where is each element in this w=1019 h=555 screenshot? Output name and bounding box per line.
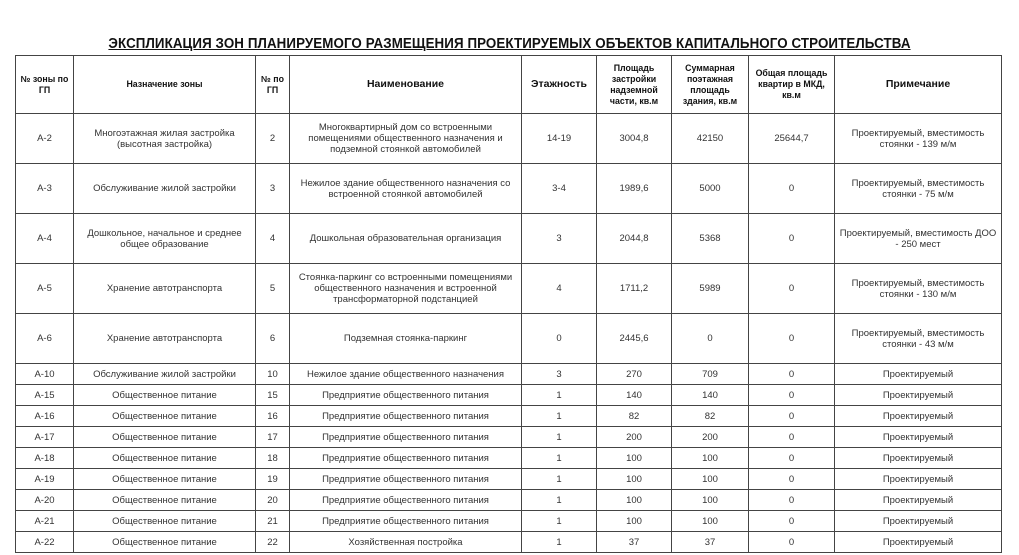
cell-gp-number: 10 bbox=[256, 364, 290, 385]
cell-zone-purpose: Общественное питание bbox=[74, 448, 256, 469]
cell-zone-purpose: Хранение автотранспорта bbox=[74, 264, 256, 314]
cell-note: Проектируемый bbox=[835, 490, 1002, 511]
cell-name: Многоквартирный дом со встроенными помещениями общественного назначения и подземной стоянкой автомобилей bbox=[290, 114, 522, 164]
cell-total-floor-area: 100 bbox=[672, 490, 749, 511]
cell-building-area: 82 bbox=[597, 406, 672, 427]
cell-floors: 1 bbox=[522, 490, 597, 511]
cell-zone-number: А-20 bbox=[16, 490, 74, 511]
header-apartment-area: Общая площадь квартир в МКД, кв.м bbox=[749, 56, 835, 114]
header-note: Примечание bbox=[835, 56, 1002, 114]
cell-floors: 1 bbox=[522, 532, 597, 553]
cell-apartment-area: 0 bbox=[749, 385, 835, 406]
cell-zone-purpose: Хранение автотранспорта bbox=[74, 314, 256, 364]
cell-zone-purpose: Общественное питание bbox=[74, 385, 256, 406]
cell-floors: 1 bbox=[522, 511, 597, 532]
cell-zone-number: А-22 bbox=[16, 532, 74, 553]
cell-zone-purpose: Общественное питание bbox=[74, 532, 256, 553]
cell-building-area: 100 bbox=[597, 448, 672, 469]
cell-name: Предприятие общественного питания bbox=[290, 385, 522, 406]
cell-gp-number: 19 bbox=[256, 469, 290, 490]
cell-gp-number: 4 bbox=[256, 214, 290, 264]
cell-total-floor-area: 5989 bbox=[672, 264, 749, 314]
cell-zone-number: А-10 bbox=[16, 364, 74, 385]
cell-zone-number: А-16 bbox=[16, 406, 74, 427]
cell-note: Проектируемый, вместимость стоянки - 130 м/м bbox=[835, 264, 1002, 314]
cell-building-area: 2044,8 bbox=[597, 214, 672, 264]
cell-zone-number: А-3 bbox=[16, 164, 74, 214]
cell-zone-purpose: Дошкольное, начальное и среднее общее образование bbox=[74, 214, 256, 264]
cell-name: Стоянка-паркинг со встроенными помещениями общественного назначения и встроенной трансформаторной подстанцией bbox=[290, 264, 522, 314]
cell-zone-purpose: Общественное питание bbox=[74, 427, 256, 448]
cell-total-floor-area: 42150 bbox=[672, 114, 749, 164]
cell-apartment-area: 0 bbox=[749, 532, 835, 553]
cell-apartment-area: 0 bbox=[749, 264, 835, 314]
cell-total-floor-area: 200 bbox=[672, 427, 749, 448]
cell-name: Нежилое здание общественного назначения со встроенной стоянкой автомобилей bbox=[290, 164, 522, 214]
cell-name: Хозяйственная постройка bbox=[290, 532, 522, 553]
cell-gp-number: 18 bbox=[256, 448, 290, 469]
cell-gp-number: 3 bbox=[256, 164, 290, 214]
cell-floors: 1 bbox=[522, 448, 597, 469]
cell-zone-number: А-18 bbox=[16, 448, 74, 469]
cell-building-area: 200 bbox=[597, 427, 672, 448]
cell-total-floor-area: 709 bbox=[672, 364, 749, 385]
cell-name: Предприятие общественного питания bbox=[290, 448, 522, 469]
table-row bbox=[16, 164, 1002, 214]
cell-total-floor-area: 100 bbox=[672, 469, 749, 490]
cell-total-floor-area: 100 bbox=[672, 448, 749, 469]
cell-zone-purpose: Общественное питание bbox=[74, 490, 256, 511]
cell-zone-purpose: Общественное питание bbox=[74, 511, 256, 532]
cell-apartment-area: 25644,7 bbox=[749, 114, 835, 164]
cell-zone-purpose: Обслуживание жилой застройки bbox=[74, 364, 256, 385]
table-body bbox=[16, 114, 1002, 553]
cell-zone-number: А-6 bbox=[16, 314, 74, 364]
cell-name: Предприятие общественного питания bbox=[290, 406, 522, 427]
table-row bbox=[16, 469, 1002, 490]
document-title: ЭКСПЛИКАЦИЯ ЗОН ПЛАНИРУЕМОГО РАЗМЕЩЕНИЯ ПРОЕКТИРУЕМЫХ ОБЪЕКТОВ КАПИТАЛЬНОГО СТРОИТЕЛЬСТВА bbox=[108, 36, 911, 52]
cell-name: Дошкольная образовательная организация bbox=[290, 214, 522, 264]
cell-zone-purpose: Обслуживание жилой застройки bbox=[74, 164, 256, 214]
header-building-area: Площадь застройки надземной части, кв.м bbox=[597, 56, 672, 114]
cell-note: Проектируемый, вместимость стоянки - 75 м/м bbox=[835, 164, 1002, 214]
cell-total-floor-area: 0 bbox=[672, 314, 749, 364]
cell-gp-number: 6 bbox=[256, 314, 290, 364]
table-row bbox=[16, 385, 1002, 406]
header-total-floor-area: Суммарная поэтажная площадь здания, кв.м bbox=[672, 56, 749, 114]
table-row bbox=[16, 511, 1002, 532]
header-floors: Этажность bbox=[522, 56, 597, 114]
cell-floors: 1 bbox=[522, 406, 597, 427]
cell-zone-number: А-4 bbox=[16, 214, 74, 264]
table-row bbox=[16, 264, 1002, 314]
cell-name: Предприятие общественного питания bbox=[290, 490, 522, 511]
cell-building-area: 1989,6 bbox=[597, 164, 672, 214]
cell-building-area: 1711,2 bbox=[597, 264, 672, 314]
cell-zone-number: А-19 bbox=[16, 469, 74, 490]
cell-apartment-area: 0 bbox=[749, 406, 835, 427]
cell-note: Проектируемый bbox=[835, 448, 1002, 469]
cell-note: Проектируемый, вместимость стоянки - 43 м/м bbox=[835, 314, 1002, 364]
cell-floors: 1 bbox=[522, 469, 597, 490]
cell-gp-number: 21 bbox=[256, 511, 290, 532]
cell-apartment-area: 0 bbox=[749, 214, 835, 264]
cell-note: Проектируемый bbox=[835, 364, 1002, 385]
cell-building-area: 270 bbox=[597, 364, 672, 385]
table-row bbox=[16, 427, 1002, 448]
explication-table bbox=[15, 55, 1002, 553]
cell-apartment-area: 0 bbox=[749, 164, 835, 214]
cell-note: Проектируемый bbox=[835, 532, 1002, 553]
cell-zone-number: А-2 bbox=[16, 114, 74, 164]
cell-apartment-area: 0 bbox=[749, 490, 835, 511]
cell-building-area: 2445,6 bbox=[597, 314, 672, 364]
cell-gp-number: 22 bbox=[256, 532, 290, 553]
cell-total-floor-area: 5368 bbox=[672, 214, 749, 264]
table-row bbox=[16, 490, 1002, 511]
cell-note: Проектируемый, вместимость стоянки - 139 м/м bbox=[835, 114, 1002, 164]
cell-apartment-area: 0 bbox=[749, 314, 835, 364]
cell-total-floor-area: 5000 bbox=[672, 164, 749, 214]
header-zone-number: № зоны по ГП bbox=[16, 56, 74, 114]
header-name: Наименование bbox=[290, 56, 522, 114]
cell-gp-number: 5 bbox=[256, 264, 290, 314]
cell-note: Проектируемый bbox=[835, 511, 1002, 532]
cell-apartment-area: 0 bbox=[749, 469, 835, 490]
cell-total-floor-area: 37 bbox=[672, 532, 749, 553]
cell-note: Проектируемый bbox=[835, 406, 1002, 427]
cell-apartment-area: 0 bbox=[749, 511, 835, 532]
cell-floors: 14-19 bbox=[522, 114, 597, 164]
cell-name: Подземная стоянка-паркинг bbox=[290, 314, 522, 364]
cell-note: Проектируемый bbox=[835, 427, 1002, 448]
cell-note: Проектируемый bbox=[835, 385, 1002, 406]
cell-floors: 1 bbox=[522, 427, 597, 448]
table-row bbox=[16, 448, 1002, 469]
cell-floors: 3-4 bbox=[522, 164, 597, 214]
cell-apartment-area: 0 bbox=[749, 448, 835, 469]
cell-name: Нежилое здание общественного назначения bbox=[290, 364, 522, 385]
cell-floors: 4 bbox=[522, 264, 597, 314]
cell-building-area: 100 bbox=[597, 469, 672, 490]
cell-gp-number: 17 bbox=[256, 427, 290, 448]
cell-building-area: 140 bbox=[597, 385, 672, 406]
table-row bbox=[16, 114, 1002, 164]
table-row bbox=[16, 532, 1002, 553]
cell-gp-number: 2 bbox=[256, 114, 290, 164]
table-row bbox=[16, 214, 1002, 264]
cell-name: Предприятие общественного питания bbox=[290, 427, 522, 448]
cell-zone-number: А-15 bbox=[16, 385, 74, 406]
table-header-row bbox=[16, 56, 1002, 114]
cell-gp-number: 15 bbox=[256, 385, 290, 406]
header-zone-purpose: Назначение зоны bbox=[74, 56, 256, 114]
cell-name: Предприятие общественного питания bbox=[290, 511, 522, 532]
cell-floors: 0 bbox=[522, 314, 597, 364]
cell-total-floor-area: 100 bbox=[672, 511, 749, 532]
cell-total-floor-area: 82 bbox=[672, 406, 749, 427]
cell-building-area: 3004,8 bbox=[597, 114, 672, 164]
cell-floors: 3 bbox=[522, 214, 597, 264]
header-gp-number: № по ГП bbox=[256, 56, 290, 114]
cell-gp-number: 16 bbox=[256, 406, 290, 427]
table-row bbox=[16, 364, 1002, 385]
cell-floors: 1 bbox=[522, 385, 597, 406]
cell-zone-number: А-17 bbox=[16, 427, 74, 448]
cell-zone-number: А-5 bbox=[16, 264, 74, 314]
cell-gp-number: 20 bbox=[256, 490, 290, 511]
cell-apartment-area: 0 bbox=[749, 427, 835, 448]
cell-zone-number: А-21 bbox=[16, 511, 74, 532]
table-row bbox=[16, 406, 1002, 427]
cell-building-area: 100 bbox=[597, 511, 672, 532]
cell-note: Проектируемый bbox=[835, 469, 1002, 490]
cell-floors: 3 bbox=[522, 364, 597, 385]
cell-zone-purpose: Многоэтажная жилая застройка (высотная застройка) bbox=[74, 114, 256, 164]
cell-zone-purpose: Общественное питание bbox=[74, 469, 256, 490]
cell-building-area: 37 bbox=[597, 532, 672, 553]
table-row bbox=[16, 314, 1002, 364]
cell-note: Проектируемый, вместимость ДОО - 250 мест bbox=[835, 214, 1002, 264]
cell-zone-purpose: Общественное питание bbox=[74, 406, 256, 427]
cell-apartment-area: 0 bbox=[749, 364, 835, 385]
cell-name: Предприятие общественного питания bbox=[290, 469, 522, 490]
cell-building-area: 100 bbox=[597, 490, 672, 511]
cell-total-floor-area: 140 bbox=[672, 385, 749, 406]
